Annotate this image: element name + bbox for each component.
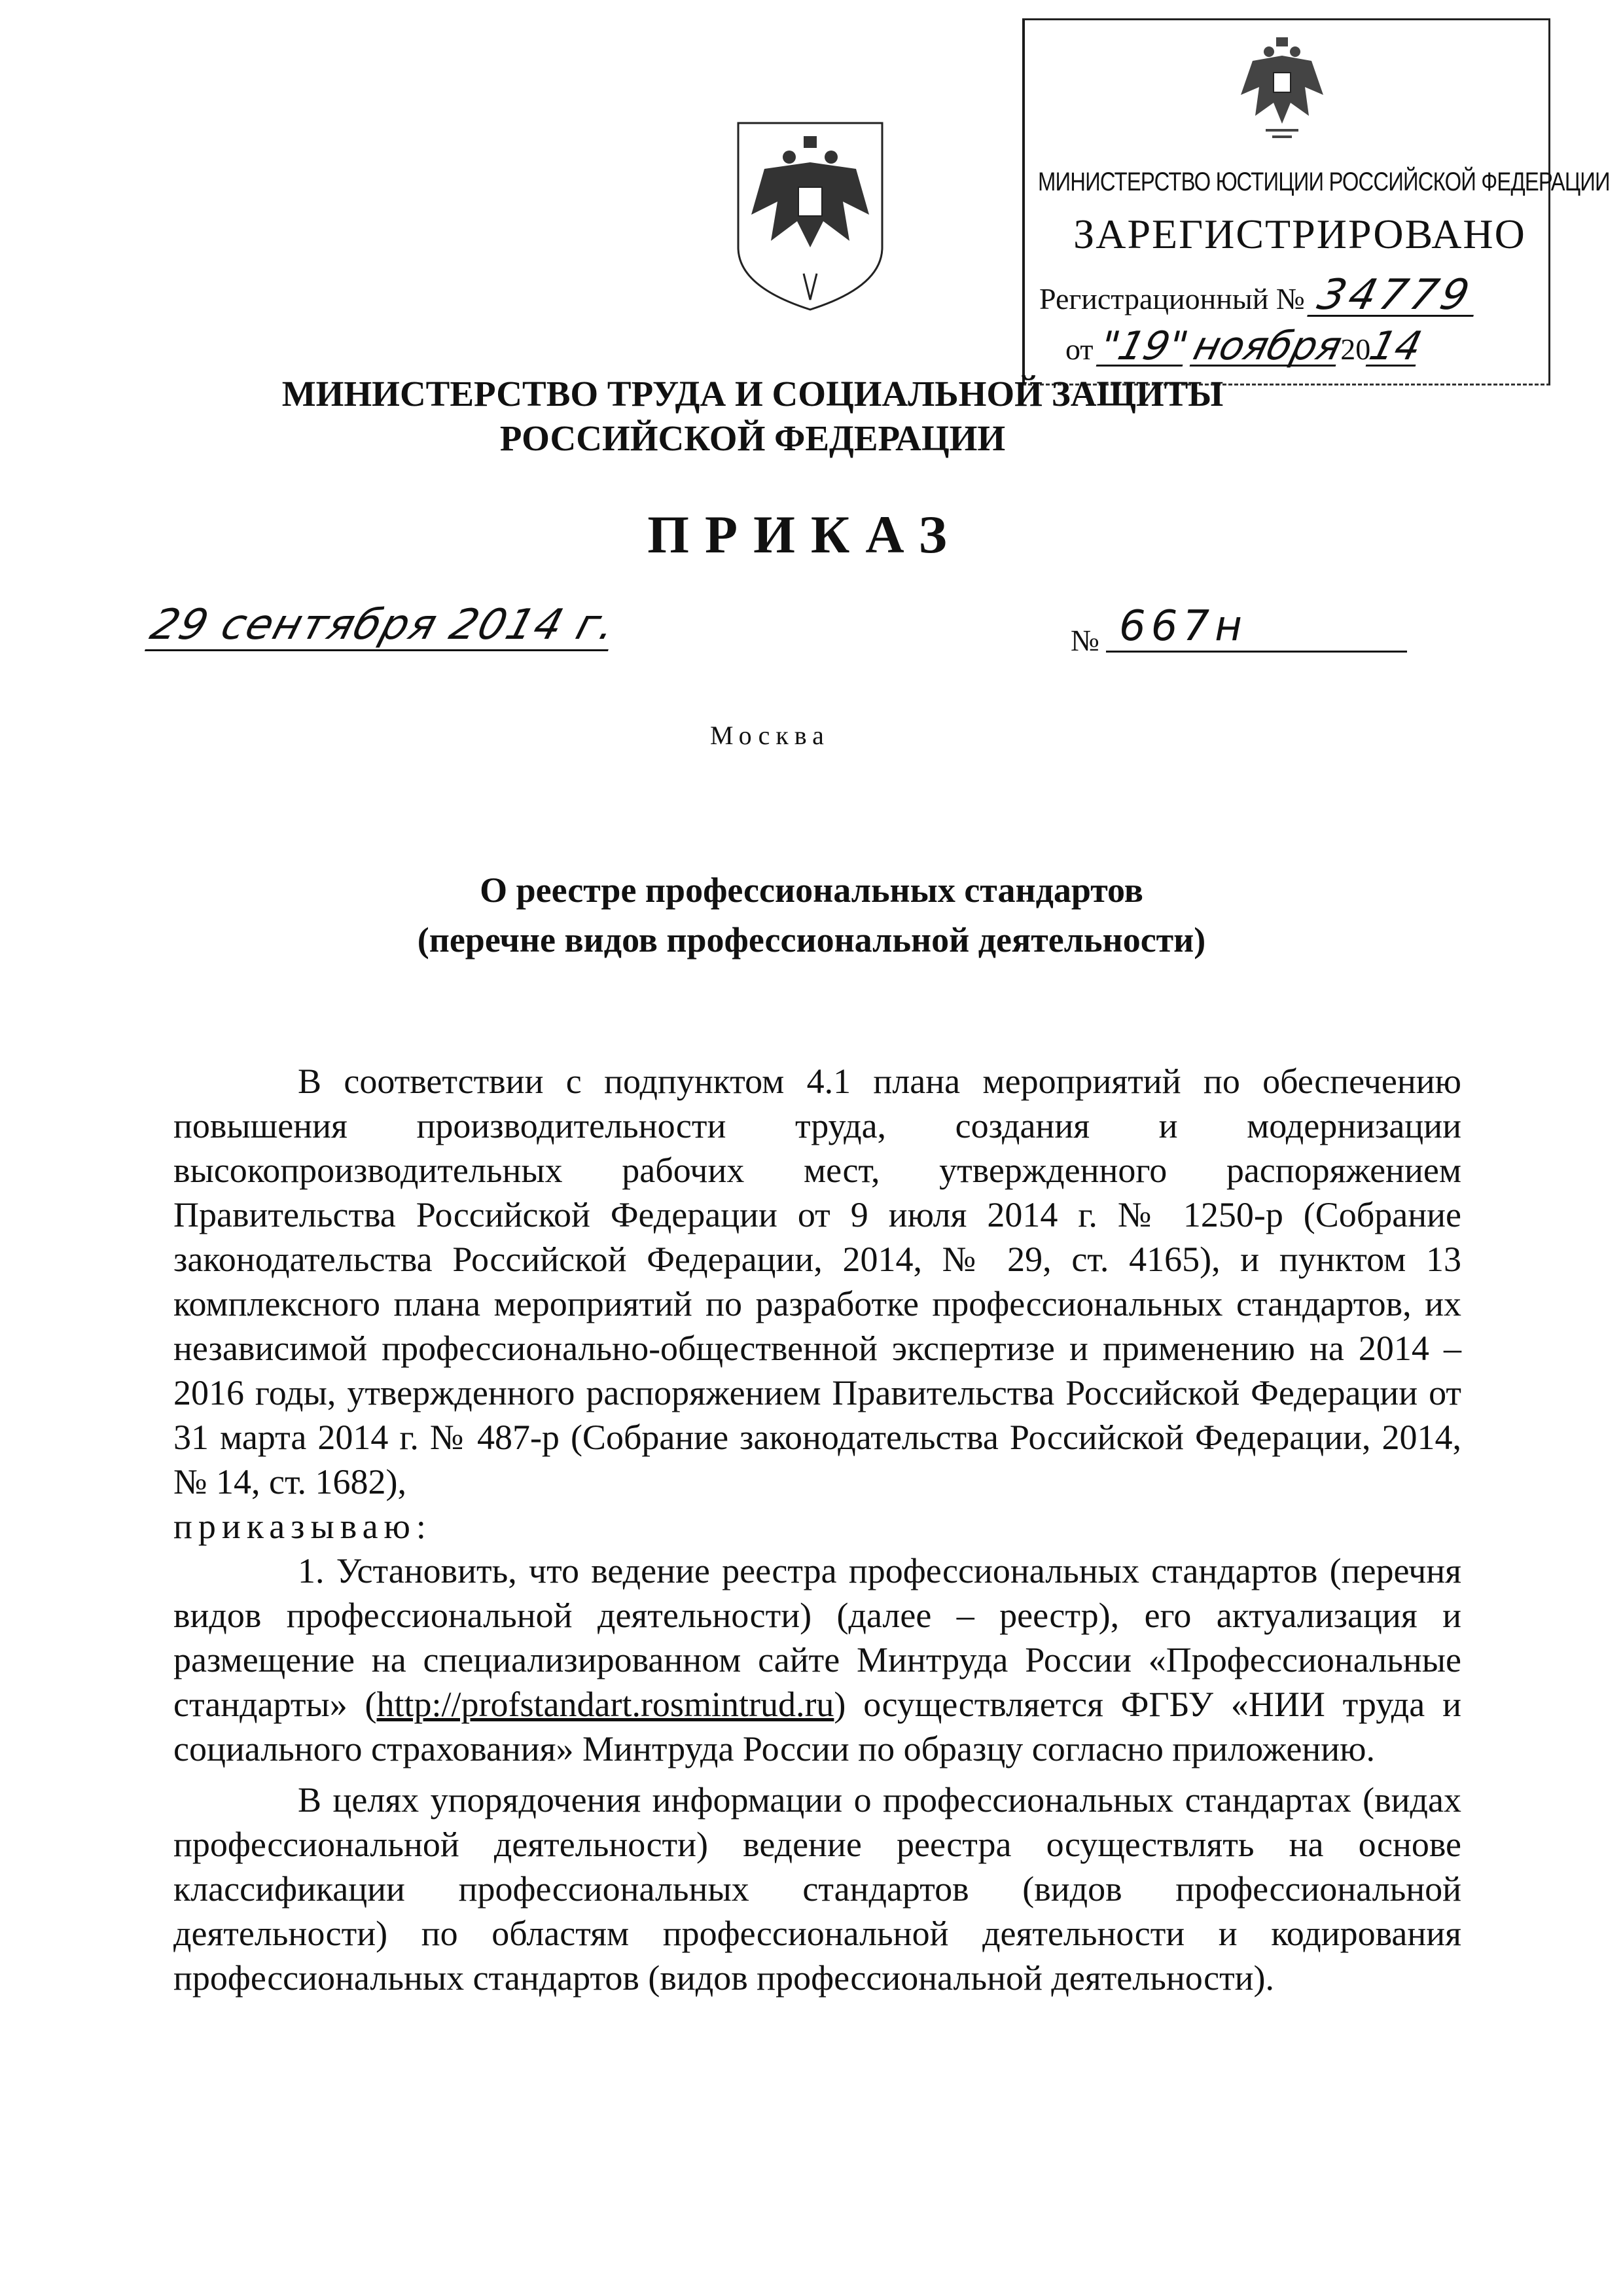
stamp-date-prefix: от (1065, 332, 1094, 366)
stamp-date-month: ноября (1188, 323, 1347, 369)
body-text (173, 1059, 1461, 2000)
intro-paragraph: В соответствии с подпунктом 4.1 плана мероприятий по обеспечению повышения производительности труда, создания и модернизации высокопроизводительных рабочих мест, утвержденного распоряжением Правительства Российской Федерации от 9 июля 2014 г. № 1250-р (Собрание законодательства Российской Федерации, 2014, № 29, ст. 4165), и пунктом 13 комплексного плана мероприятий по разработке профессиональных стандартов, их независимой профессионально-общественной экспертизе и применению на 2014 – 2016 годы, утвержденного распоряжением Правительства Российской Федерации от 31 марта 2014 г. № 487-р (Собрание законодательства Российской Федерации, 2014, № 14, ст. 1682), (173, 1062, 1461, 1501)
stamp-reg-line (1039, 271, 1478, 319)
profstandart-link[interactable]: http://profstandart.rosmintrud.ru (376, 1685, 834, 1724)
item1-paragraph (173, 1549, 1461, 1771)
order-word: приказываю: (173, 1507, 432, 1546)
ministry-title-line1: МИНИСТЕРСТВО ТРУДА И СОЦИАЛЬНОЙ ЗАЩИТЫ (281, 374, 1224, 414)
order-number-label: № (1071, 624, 1099, 657)
item1-text-after: ) осуществляется ФГБУ «НИИ труда и социального страхования» Минтруда России по образцу согласно приложению. (173, 1685, 1461, 1768)
order-title: ПРИКАЗ (647, 505, 963, 564)
stamp-ministry: МИНИСТЕРСТВО ЮСТИЦИИ РОССИЙСКОЙ ФЕДЕРАЦИИ (1038, 168, 1610, 196)
stamp-date-year-suffix: 14 (1364, 323, 1427, 369)
order-date: 29 сентября 2014 г. (145, 601, 622, 651)
stamp-date-line (1065, 323, 1427, 369)
item1-text-before: 1. Установить, что ведение реестра профессиональных стандартов (перечня видов профессиональной деятельности) (далее – реестр), его актуализация и размещение на специализированном сайте Минтруда России «Профессиональные стандарты» ( (173, 1551, 1461, 1724)
stamp-registered: ЗАРЕГИСТРИРОВАНО (1073, 211, 1526, 257)
order-number: 667н (1106, 602, 1407, 653)
stamp-emblem-icon (1233, 32, 1331, 150)
subject-line2: (перечне видов профессиональной деятельности) (417, 920, 1206, 960)
stamp-date-year-prefix: 20 (1340, 332, 1371, 366)
state-emblem (725, 117, 895, 313)
stamp-reg-label: Регистрационный № (1039, 282, 1305, 315)
ministry-title (262, 372, 1243, 461)
stamp-date-day: "19" (1095, 323, 1193, 369)
city: Москва (710, 721, 830, 750)
item1-second-paragraph: В целях упорядочения информации о профессиональных стандартах (видах профессиональной деятельности) ведение реестра осуществлять на основе классификации профессиональных стандартов (видов профессиональной деятельности) по областям профессиональной деятельности и кодирования профессиональных стандартов (видов профессиональной деятельности). (173, 1780, 1461, 1998)
order-subject (275, 865, 1348, 965)
registration-stamp (1022, 18, 1610, 386)
stamp-reg-number: 34779 (1307, 276, 1483, 317)
subject-line1: О реестре профессиональных стандартов (480, 870, 1143, 910)
ministry-title-line2: РОССИЙСКОЙ ФЕДЕРАЦИИ (499, 418, 1006, 458)
